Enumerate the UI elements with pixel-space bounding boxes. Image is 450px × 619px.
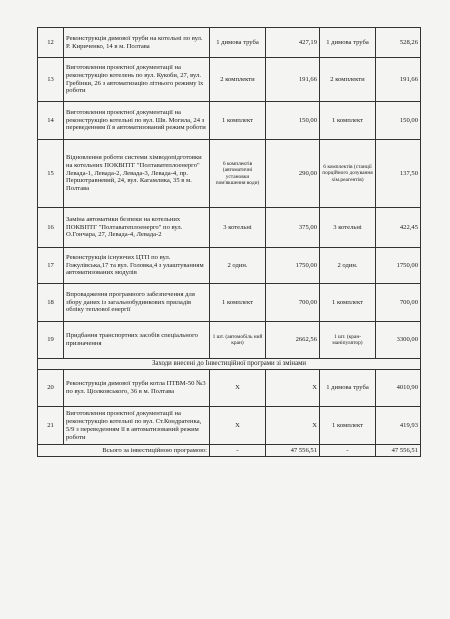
row-number: 17: [38, 248, 64, 284]
planned-quantity: 6 комплектів (автоматичні установки пом'якшення води): [210, 140, 266, 208]
row-number: 21: [38, 407, 64, 445]
total-actual-quantity: -: [320, 445, 376, 457]
planned-sum: Х: [266, 407, 320, 445]
row-description: Виготовлення проектної документації на реконструкцію котельні по вул. Ст.Кондратенка, 5/9 з переведенням її в автоматизований режим роботи: [64, 407, 210, 445]
table-row: [38, 140, 421, 208]
row-number: 19: [38, 322, 64, 359]
row-description: Реконструкція димової труби на котельні по вул. Р. Кириченко, 14 в м. Полтава: [64, 28, 210, 58]
table-row: [38, 370, 421, 407]
actual-sum: 528,26: [376, 28, 421, 58]
table-row: [38, 284, 421, 322]
table-row: [38, 322, 421, 359]
row-description: Впровадження програмного забезпечення для збору даних із загальнобудинкових приладів обліку теплової енергії: [64, 284, 210, 322]
actual-sum: 419,93: [376, 407, 421, 445]
row-description: Заміна автоматики безпеки на котельних ПОКВПТГ "Полтаватеплоенерго" по вул. О.Гончара, 27, Левада-4, Левада-2: [64, 208, 210, 248]
planned-sum: 700,00: [266, 284, 320, 322]
actual-quantity: 2 один.: [320, 248, 376, 284]
actual-quantity: 1 комплект: [320, 284, 376, 322]
actual-sum: 3300,00: [376, 322, 421, 359]
table-row: [38, 58, 421, 102]
total-label: Всього за інвестиційною програмою:: [38, 445, 210, 457]
planned-sum: 427,19: [266, 28, 320, 58]
investment-program-table: [37, 27, 421, 457]
row-description: Реконструкція димової труби котла ПТВМ-50 №3 по вул. Ціолковського, 36 в м. Полтава: [64, 370, 210, 407]
row-number: 15: [38, 140, 64, 208]
actual-sum: 4010,90: [376, 370, 421, 407]
section-title: Заходи внесені до Інвестиційної програми зі змінами: [38, 359, 421, 370]
table-row: [38, 102, 421, 140]
actual-quantity: 3 котельні: [320, 208, 376, 248]
actual-quantity: 2 комплекти: [320, 58, 376, 102]
planned-sum: 1750,00: [266, 248, 320, 284]
row-number: 20: [38, 370, 64, 407]
planned-sum: Х: [266, 370, 320, 407]
actual-quantity: 1 комплект: [320, 102, 376, 140]
row-number: 12: [38, 28, 64, 58]
row-description: Виготовлення проектної документації на реконструкцію котелень по вул. Кукоби, 27, вул. Гребінки, 26 з автоматизацію літнього режиму їх роботи: [64, 58, 210, 102]
row-number: 16: [38, 208, 64, 248]
actual-sum: 150,00: [376, 102, 421, 140]
total-planned-sum: 47 556,51: [266, 445, 320, 457]
planned-quantity: 2 один.: [210, 248, 266, 284]
actual-sum: 700,00: [376, 284, 421, 322]
actual-sum: 1750,00: [376, 248, 421, 284]
planned-sum: 191,66: [266, 58, 320, 102]
row-number: 13: [38, 58, 64, 102]
table-row: [38, 248, 421, 284]
planned-sum: 2662,56: [266, 322, 320, 359]
row-description: Реконструкція існуючих ЦТП по вул. Гожулівська,17 та вул. Головка,4 з улаштуванням автоматизованих модулів: [64, 248, 210, 284]
actual-quantity: 6 комплектів (станції порційного дозування хім.реагентів): [320, 140, 376, 208]
planned-sum: 290,00: [266, 140, 320, 208]
planned-quantity: 2 комплекти: [210, 58, 266, 102]
table-row: [38, 28, 421, 58]
planned-quantity: Х: [210, 370, 266, 407]
actual-sum: 422,45: [376, 208, 421, 248]
planned-quantity: 1 шт. (автомобіль ний кран): [210, 322, 266, 359]
section-row: [38, 359, 421, 370]
actual-quantity: 1 комплект: [320, 407, 376, 445]
table-row: [38, 407, 421, 445]
planned-quantity: Х: [210, 407, 266, 445]
actual-sum: 191,66: [376, 58, 421, 102]
planned-quantity: 1 комплект: [210, 102, 266, 140]
actual-quantity: 1 димова труба: [320, 370, 376, 407]
row-number: 14: [38, 102, 64, 140]
row-number: 18: [38, 284, 64, 322]
row-description: Відновлення роботи системи хімводопідготовки на котельних ПОКВПТГ "Полтаватеплоенерго" Левада-1, Левада-2, Левада-3, Левада-4, пр. Першотравневий, 24, вул. Кагамлика, 35 в м. Полтава: [64, 140, 210, 208]
total-row: [38, 445, 421, 457]
table-row: [38, 208, 421, 248]
planned-sum: 150,00: [266, 102, 320, 140]
planned-sum: 375,00: [266, 208, 320, 248]
planned-quantity: 3 котельні: [210, 208, 266, 248]
actual-quantity: 1 шт. (кран-маніпулятор): [320, 322, 376, 359]
row-description: Придбання транспортних засобів спеціального призначення: [64, 322, 210, 359]
total-actual-sum: 47 556,51: [376, 445, 421, 457]
actual-sum: 137,50: [376, 140, 421, 208]
planned-quantity: 1 комплект: [210, 284, 266, 322]
actual-quantity: 1 димова труба: [320, 28, 376, 58]
total-planned-quantity: -: [210, 445, 266, 457]
planned-quantity: 1 димова труба: [210, 28, 266, 58]
row-description: Виготовлення проектної документації на реконструкцію котельні по вул. Шв. Могила, 24 з переведенням її в автоматизований режим роботи: [64, 102, 210, 140]
